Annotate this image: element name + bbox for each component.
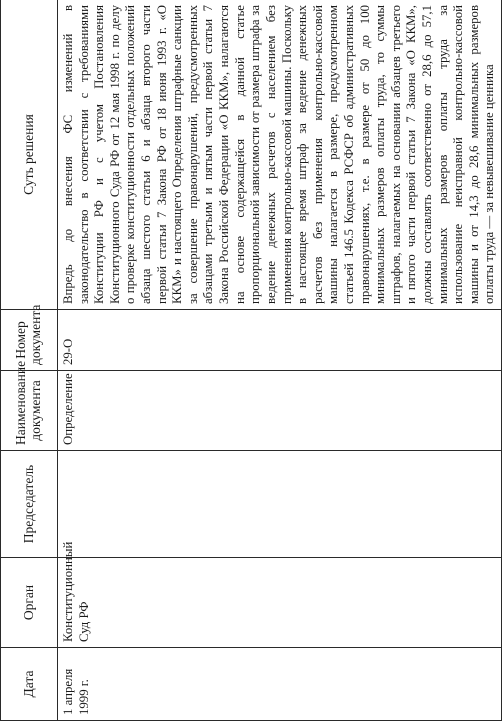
table-row (58, 0, 502, 721)
cell-document-number: 29-О (58, 310, 502, 371)
cell-organ: Конституционный Суд РФ (58, 558, 502, 648)
cell-date: 1 апреля 1999 г. (58, 648, 502, 721)
cell-chairman (58, 451, 502, 558)
cell-decision-essence: Впредь до внесения ФС изменений в законодательство в соответствии с требованиями Конституции РФ и с учетом Постановления Конституционного Суда РФ от 12 мая 1998 г. по делу о проверке конституционности отдельных положений абзаца шестого статьи 6 и абзаца второго части первой статьи 7 Закона РФ от 18 июня 1993 г. «О ККМ» и настоящего Определения штрафные санкции за совершение правонарушений, предусмотренных абзацами третьим и пятым части первой статьи 7 Закона Российской Федерации «О ККМ», налагаются на основе содержащейся в данной статье пропорциональной зависимости от размера штрафа за ведение денежных расчетов с населением без применения контрольно-кассовой машины. Поскольку в настоящее время штраф за ведение денежных расчетов без применения контрольно-кассовой машины налагается в размере, предусмотренном статьей 146.5 Кодекса РСФСР об административных правонарушениях, т.е. в размере от 50 до 100 минимальных размеров оплаты труда, то суммы штрафов, налагаемых на основании абзацев третьего и пятого части первой статьи 7 Закона «О ККМ», должны составлять соответственно от 28,6 до 57,1 минимальных размеров оплаты труда за использование неисправной контрольно-кассовой машины и от 14,3 до 28,6 минимальных размеров оплаты труда — за невывешивание ценника (58, 0, 502, 310)
header-date: Дата (1, 648, 58, 721)
header-decision-essence: Суть решения (1, 0, 58, 310)
header-chairman: Председатель (1, 451, 58, 558)
header-document-number: Номер документа (1, 310, 58, 371)
table-header-row (1, 0, 58, 721)
header-organ: Орган (1, 558, 58, 648)
cell-document-name: Определение (58, 371, 502, 451)
header-document-name: Наименование документа (1, 371, 58, 451)
